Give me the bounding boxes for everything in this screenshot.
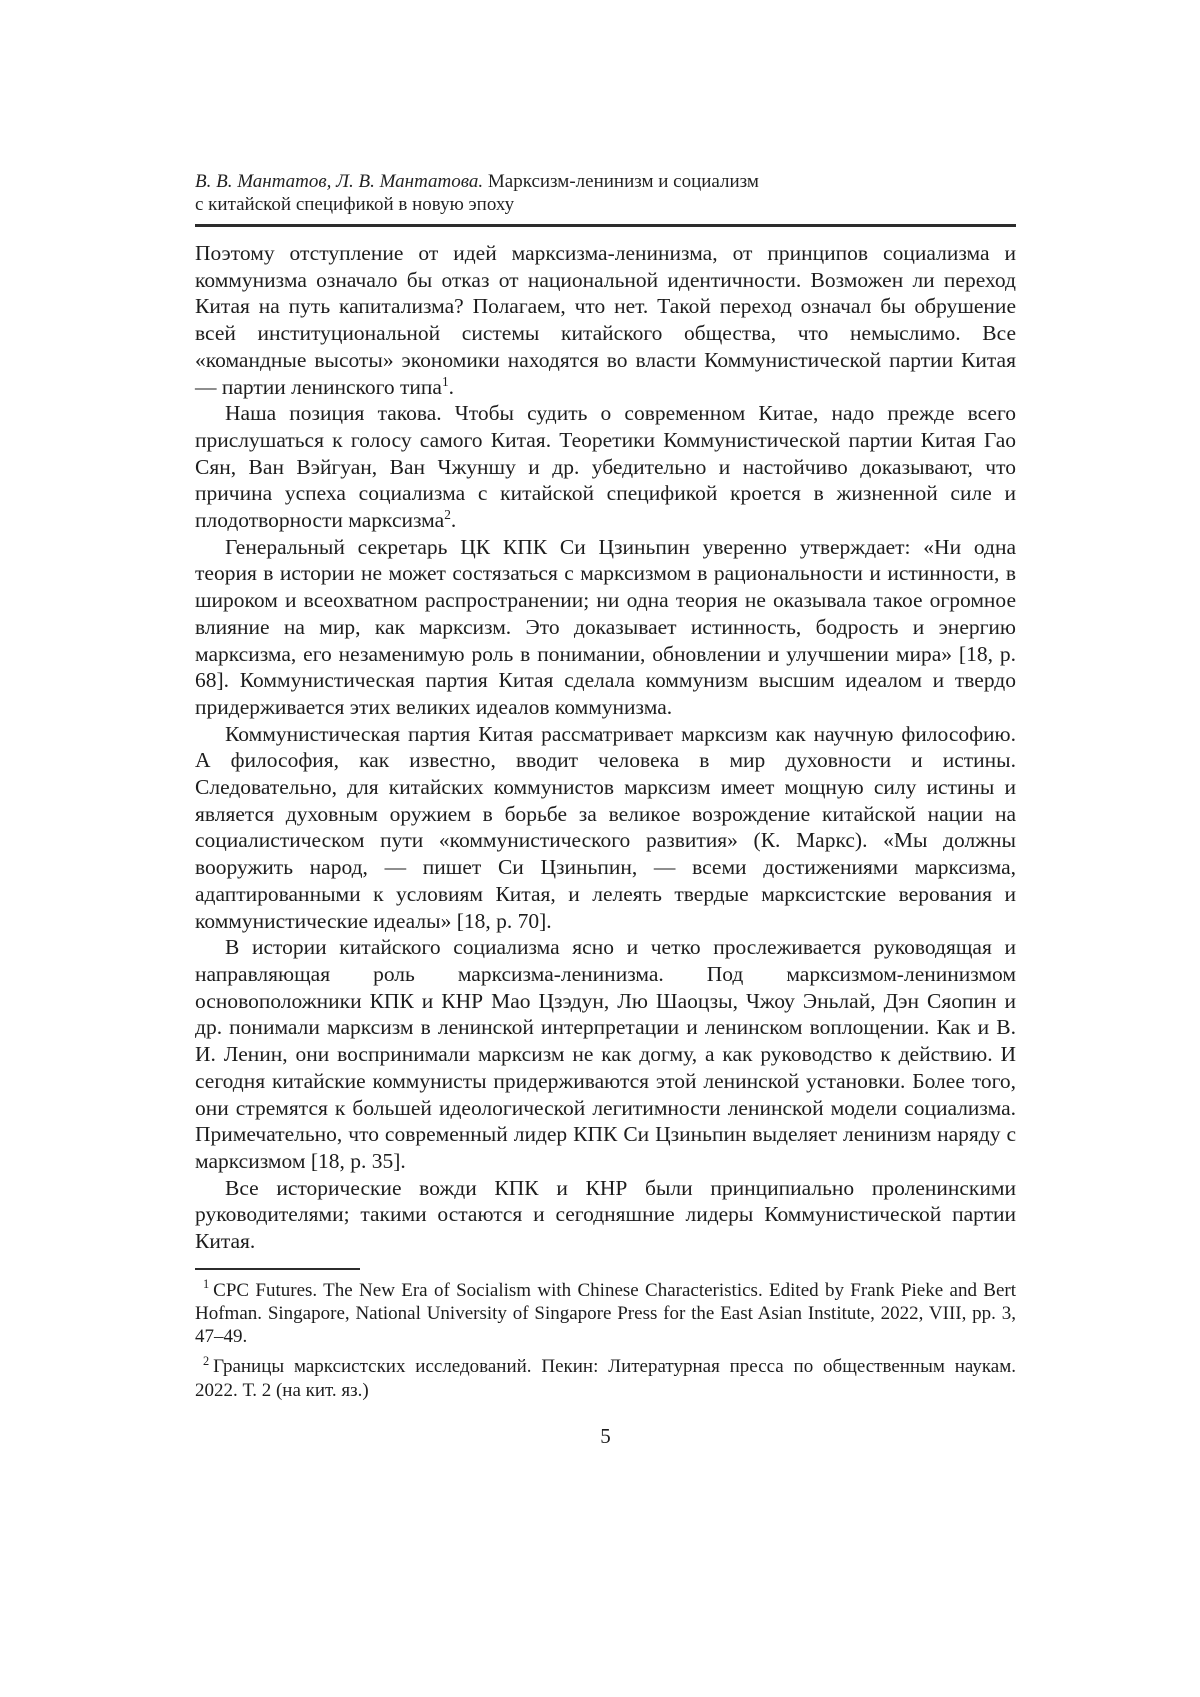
page-content bbox=[195, 170, 1016, 1409]
footnotes bbox=[195, 1279, 1016, 1402]
running-header bbox=[195, 170, 1016, 216]
paragraph-text: . bbox=[450, 508, 457, 533]
footnote-text: CPC Futures. The New Era of Socialism with Chinese Characteristics. Edited by Frank Pieke and Bert Hofman. Singapore, National University of Singapore Press for the East Asian Institute, 2022, VIII, pp. 3, 47–49. bbox=[195, 1279, 1016, 1348]
header-title-part1: Марксизм-ленинизм и социализм bbox=[487, 171, 759, 192]
paragraph-text: Поэтому отступление от идей марксизма-ленинизма, от принципов социализма и коммунизма означало бы отказ от национальной идентичности. Возможен ли переход Китая на путь капитализма? Полагаем, что нет. Такой переход означал бы обрушение всей институциональной системы китайского общества, что немыслимо. Все «командные высоты» экономики находятся во власти Коммунистической партии Китая — партии ленинского типа bbox=[195, 241, 1016, 399]
footnote-ref: 1 bbox=[441, 373, 449, 389]
paragraph bbox=[195, 240, 1016, 400]
paragraph-text: Генеральный секретарь ЦК КПК Си Цзиньпин уверенно утверждает: «Ни одна теория в истории не может состязаться с марксизмом в рациональности и истинности, в широком и всеохватном распространении; ни одна теория не оказывала такое огромное влияние на мир, как марксизм. Это доказывает истинность, бодрость и энергию марксизма, его незаменимую роль в понимании, обновлении и улучшении мира» [18, p. 68]. Коммунистическая партия Китая сделала коммунизм высшим идеалом и твердо придерживается этих великих идеалов коммунизма. bbox=[195, 534, 1016, 719]
paragraph-text: Коммунистическая партия Китая рассматривает марксизм как научную философию. А философия, как известно, вводит человека в мир духовности и истины. Следовательно, для китайских коммунистов марксизм имеет мощную силу истины и является духовным оружием в борьбе за великое возрождение китайской нации на социалистическом пути «коммунистического развития» (К. Маркс). «Мы должны вооружить народ, — пишет Си Цзиньпин, — всеми достижениями марксизма, адаптированными к условиям Китая, и лелеять твердые марксистские верования и коммунистические идеалы» [18, p. 70]. bbox=[195, 721, 1016, 933]
header-title-part2: с китайской спецификой в новую эпоху bbox=[195, 194, 515, 215]
paragraph-text: Все исторические вожди КПК и КНР были принципиально проленинскими руководителями; такими остаются и сегодняшние лидеры Коммунистической партии Китая. bbox=[195, 1175, 1016, 1254]
page-number: 5 bbox=[600, 1424, 611, 1448]
paragraph-text: В истории китайского социализма ясно и четко прослеживается руководящая и направляющая роль марксизма-ленинизма. Под марксизмом-ленинизмом основоположники КПК и КНР Мао Цзэдун, Лю Шаоцзы, Чжоу Эньлай, Дэн Сяопин и др. понимали марксизм в ленинской интерпретации и ленинском воплощении. Как и В. И. Ленин, они воспринимали марксизм не как догму, а как руководство к действию. И сегодня китайские коммунисты придерживаются этой ленинской установки. Более того, они стремятся к большей идеологической легитимности ленинской модели социализма. Примечательно, что современный лидер КПК Си Цзиньпин выделяет ленинизм наряду с марксизмом [18, p. 35]. bbox=[195, 935, 1016, 1173]
paragraph bbox=[195, 721, 1016, 935]
footnote-marker: 1 bbox=[203, 1277, 210, 1292]
footnote bbox=[195, 1355, 1016, 1401]
header-rule bbox=[195, 224, 1016, 227]
paragraph bbox=[195, 934, 1016, 1174]
footnote-separator bbox=[195, 1268, 360, 1270]
paragraph-text: Наша позиция такова. Чтобы судить о современном Китае, надо прежде всего прислушаться к голосу самого Китая. Теоретики Коммунистической партии Китая Гао Сян, Ван Вэйгуан, Ван Чжуншу и др. убедительно и настойчиво доказывают, что причина успеха социализма с китайской спецификой кроется в жизненной силе и плодотворности марксизма bbox=[195, 401, 1016, 533]
footnote bbox=[195, 1279, 1016, 1349]
paragraph bbox=[195, 534, 1016, 721]
header-authors: В. В. Мантатов, Л. В. Мантатова. bbox=[195, 171, 484, 192]
footnote-ref: 2 bbox=[444, 506, 451, 522]
footnote-marker: 2 bbox=[203, 1354, 210, 1368]
paragraph bbox=[195, 400, 1016, 534]
article-body bbox=[195, 240, 1016, 1255]
paragraph bbox=[195, 1175, 1016, 1255]
footnote-text: Границы марксистских исследований. Пекин: Литературная пресса по общественным наукам. 2022. Т. 2 (на кит. яз.) bbox=[195, 1356, 1016, 1401]
paragraph-text: . bbox=[448, 374, 455, 399]
